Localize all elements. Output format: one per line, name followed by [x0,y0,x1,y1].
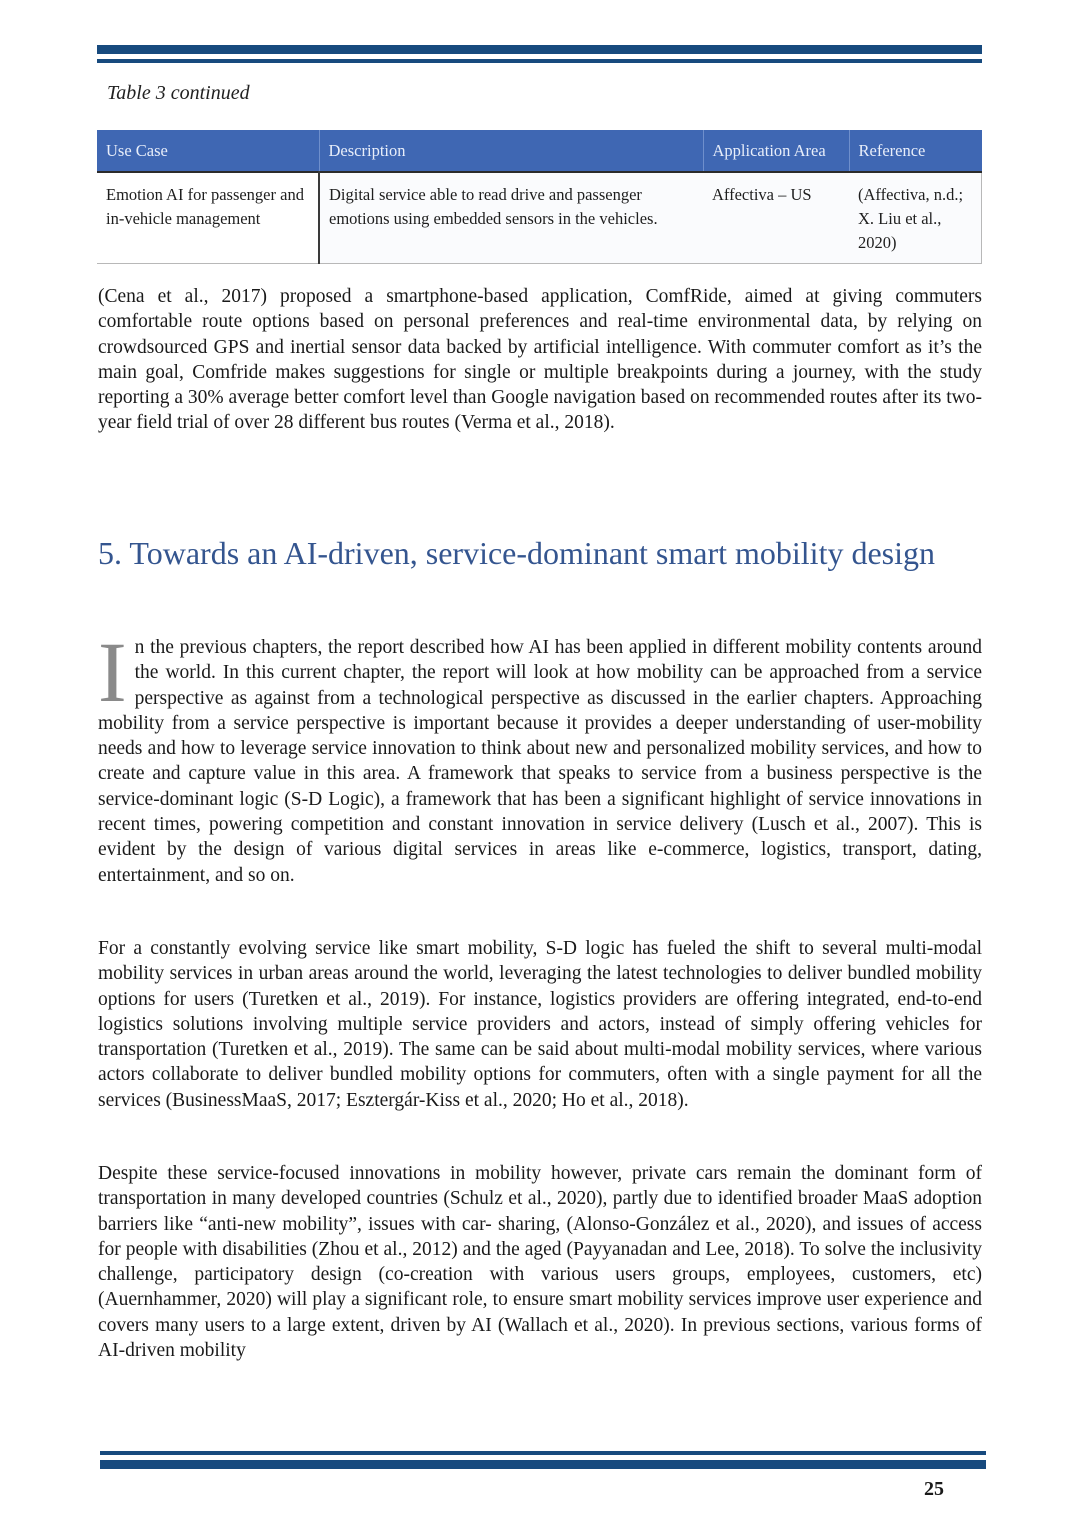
use-case-table [97,130,982,264]
cell-use-case: Emotion AI for passenger and in-vehicle management [97,172,319,264]
cell-application-area: Affectiva – US [703,172,849,264]
page-number: 25 [924,1478,944,1500]
header-rule-thick [97,45,982,54]
drop-cap-letter: I [98,624,127,720]
footer-rule-thin [100,1451,986,1455]
column-header-reference: Reference [849,130,982,172]
table-caption: Table 3 continued [107,82,250,104]
column-header-application-area: Application Area [703,130,849,172]
cell-description: Digital service able to read drive and passenger emotions using embedded sensors in the vehicles. [319,172,703,264]
header-rule-thin [97,59,982,63]
paragraph-sd-logic: For a constantly evolving service like smart mobility, S-D logic has fueled the shift to several multi-modal mobility services in urban areas around the world, leveraging the latest technologies to deliver bundled mobility options for users (Turetken et al., 2019). For instance, logistics providers are offering integrated, end-to-end logistics solutions involving multiple service providers and actors, instead of simply offering vehicles for transportation (Turetken et al., 2019). The same can be said about multi-modal mobility services, where various actors collaborate to deliver bundled mobility options for commuters, often with a single payment for all the services (BusinessMaaS, 2017; Esztergár-Kiss et al., 2020; Ho et al., 2018). [98,938,982,1111]
cell-reference: (Affectiva, n.d.; X. Liu et al., 2020) [849,172,982,264]
paragraph-private-cars: Despite these service-focused innovations in mobility however, private cars remain the dominant form of transportation in many developed countries (Schulz et al., 2020), partly due to identified broader MaaS adoption barriers like “anti-new mobility”, issues with car- sharing, (Alonso-González et al., 2020), and issues of access for people with disabilities (Zhou et al., 2012) and the aged (Payyanadan and Lee, 2018). To solve the inclusivity challenge, participatory design (co-creation with various users groups, employees, customers, etc) (Auernhammer, 2020) will play a significant role, to ensure smart mobility services improve user experience and covers many users to a large extent, driven by AI (Wallach et al., 2020). In previous sections, various forms of AI-driven mobility [98,1163,982,1362]
footer-rule-thick [100,1460,986,1469]
section-heading: 5. Towards an AI-driven, service-dominant smart mobility design [98,535,935,571]
table-header-row [97,130,982,172]
column-header-description: Description [319,130,703,172]
paragraph-comfride: (Cena et al., 2017) proposed a smartphone-based application, ComfRide, aimed at giving commuters comfortable route options based on personal preferences and real-time environmental data, by relying on crowdsourced GPS and inertial sensor data backed by artificial intelligence. With commuter comfort as it’s the main goal, Comfride makes suggestions for single or multiple breakpoints during a journey, with the study reporting a 30% average better comfort level than Google navigation based on recommended routes after its two-year field trial of over 28 different bus routes (Verma et al., 2018). [98,286,982,434]
paragraph-section-intro [98,624,982,888]
paragraph-section-intro-text: n the previous chapters, the report described how AI has been applied in different mobility contents around the world. In this current chapter, the report will look at how mobility can be approached from a service perspective as against from a technological perspective as discussed in the earlier chapters. Approaching mobility from a service perspective is important because it provides a deeper understanding of user-mobility needs and how to leverage service innovation to think about new and personalized mobility services, and how to create and capture value in this area. A framework that speaks to service from a business perspective is the service-dominant logic (S-D Logic), a framework that has been a significant highlight of service innovations in recent times, powering competition and constant innovation in service delivery (Lusch et al., 2007). This is evident by the design of various digital services in areas like e-commerce, logistics, transport, dating, entertainment, and so on. [98,637,982,886]
column-header-use-case: Use Case [97,130,319,172]
table-row [97,172,982,264]
